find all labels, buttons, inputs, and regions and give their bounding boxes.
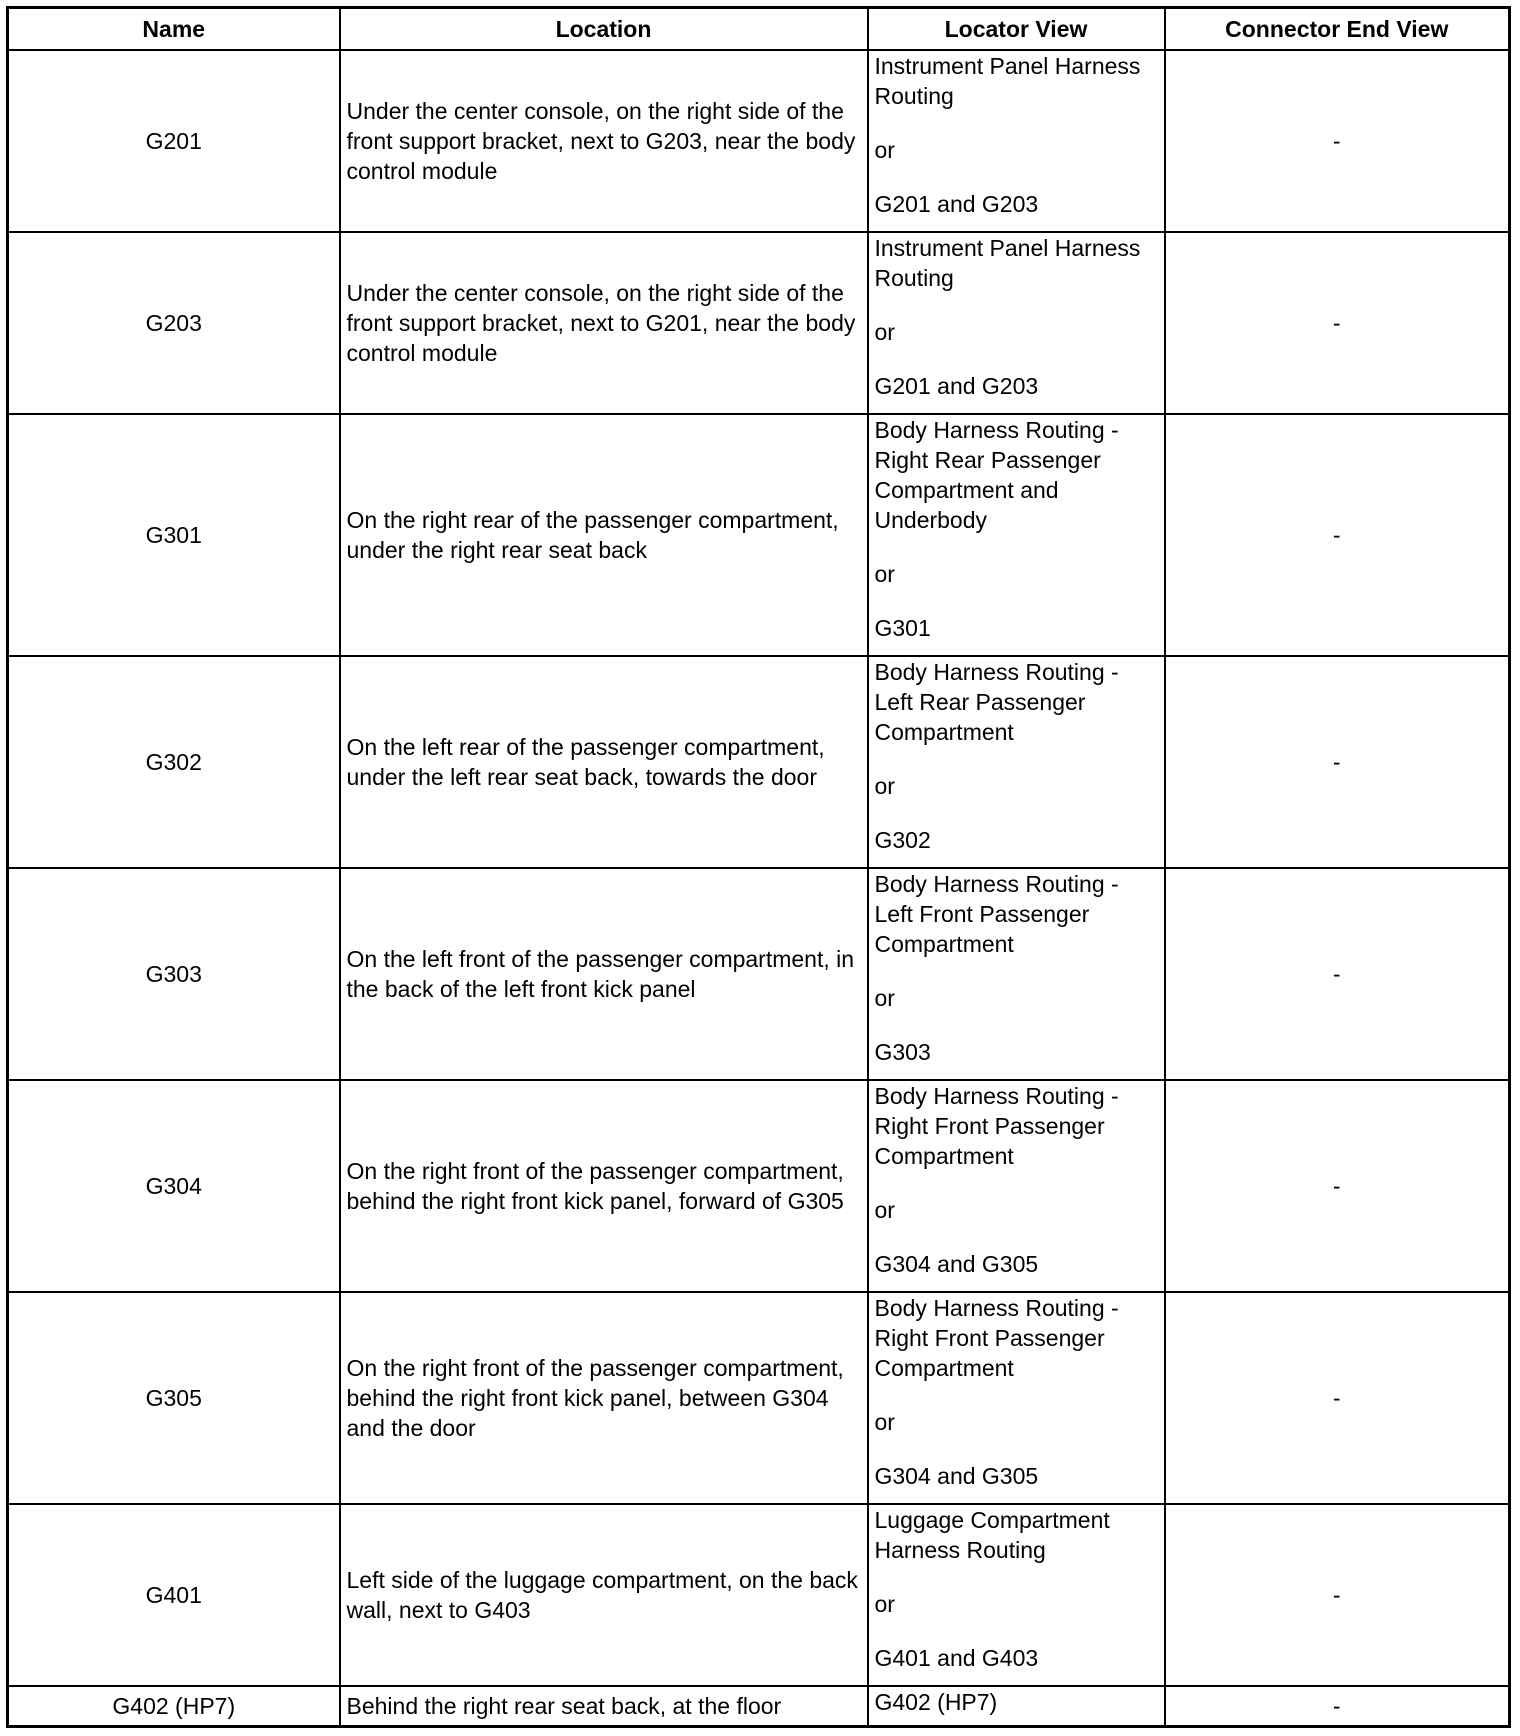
locator-view-title: Body Harness Routing - Left Rear Passenger Compartment [874,659,1119,745]
ground-location: On the left front of the passenger compartment, in the back of the left front kick panel [340,868,868,1080]
connector-end-view: - [1165,1080,1510,1292]
table-header-row [8,8,1510,51]
ground-name: G402 (HP7) [8,1686,340,1727]
table-row [8,414,1510,656]
ground-location: Behind the right rear seat back, at the floor [340,1686,868,1727]
header-locator-view: Locator View [868,8,1165,51]
locator-view-title: Body Harness Routing - Right Front Passenger Compartment [874,1295,1119,1381]
ground-name: G303 [8,868,340,1080]
ground-location: Under the center console, on the right side of the front support bracket, next to G201, near the body control module [340,232,868,414]
table-row [8,1504,1510,1686]
locator-view-or: or [874,319,895,345]
table-row [8,1686,1510,1727]
connector-end-view: - [1165,868,1510,1080]
header-location: Location [340,8,868,51]
ground-location: Under the center console, on the right side of the front support bracket, next to G203, near the body control module [340,50,868,232]
locator-view-title: Luggage Compartment Harness Routing [874,1507,1110,1563]
locator-view-or: or [874,137,895,163]
table-row [8,232,1510,414]
locator-view-alt: G301 [874,615,931,641]
ground-location: On the right rear of the passenger compartment, under the right rear seat back [340,414,868,656]
locator-view-or: or [874,1409,895,1435]
connector-end-view: - [1165,414,1510,656]
locator-view-or: or [874,1591,895,1617]
locator-view [868,414,1165,656]
locator-view [868,232,1165,414]
locator-view-or: or [874,773,895,799]
ground-name: G401 [8,1504,340,1686]
connector-end-view: - [1165,1504,1510,1686]
locator-view-alt: G302 [874,827,931,853]
connector-end-view: - [1165,1292,1510,1504]
locator-view-or: or [874,561,895,587]
locator-view-title: Instrument Panel Harness Routing [874,53,1141,109]
locator-view [868,868,1165,1080]
locator-view-title: Instrument Panel Harness Routing [874,235,1141,291]
locator-view-title: Body Harness Routing - Left Front Passenger Compartment [874,871,1119,957]
table-row [8,1292,1510,1504]
ground-location: On the right front of the passenger compartment, behind the right front kick panel, forward of G305 [340,1080,868,1292]
ground-name: G301 [8,414,340,656]
ground-name: G201 [8,50,340,232]
locator-view-alt: G304 and G305 [874,1251,1039,1277]
connector-end-view: - [1165,50,1510,232]
locator-view-or: or [874,1197,895,1223]
table-row [8,868,1510,1080]
header-connector-end-view: Connector End View [1165,8,1510,51]
locator-view-alt: G201 and G203 [874,191,1039,217]
header-name: Name [8,8,340,51]
locator-view [868,1080,1165,1292]
ground-location: On the right front of the passenger compartment, behind the right front kick panel, between G304 and the door [340,1292,868,1504]
ground-name: G305 [8,1292,340,1504]
table-row [8,50,1510,232]
locator-view-alt: G401 and G403 [874,1645,1039,1671]
table-row [8,656,1510,868]
table-row [8,1080,1510,1292]
locator-view [868,1504,1165,1686]
ground-name: G302 [8,656,340,868]
locator-view-title: Body Harness Routing - Right Front Passenger Compartment [874,1083,1119,1169]
ground-name: G304 [8,1080,340,1292]
ground-locator-table [6,6,1511,1728]
connector-end-view: - [1165,232,1510,414]
connector-end-view: - [1165,656,1510,868]
locator-view [868,1686,1165,1727]
locator-view-alt: G304 and G305 [874,1463,1039,1489]
locator-view-alt: G201 and G203 [874,373,1039,399]
ground-location: Left side of the luggage compartment, on the back wall, next to G403 [340,1504,868,1686]
locator-view-alt: G303 [874,1039,931,1065]
locator-view-title: G402 (HP7) [874,1689,998,1715]
ground-name: G203 [8,232,340,414]
locator-view [868,1292,1165,1504]
ground-location: On the left rear of the passenger compartment, under the left rear seat back, towards the door [340,656,868,868]
connector-end-view: - [1165,1686,1510,1727]
locator-view [868,656,1165,868]
locator-view-or: or [874,985,895,1011]
locator-view [868,50,1165,232]
locator-view-title: Body Harness Routing - Right Rear Passenger Compartment and Underbody [874,417,1119,533]
